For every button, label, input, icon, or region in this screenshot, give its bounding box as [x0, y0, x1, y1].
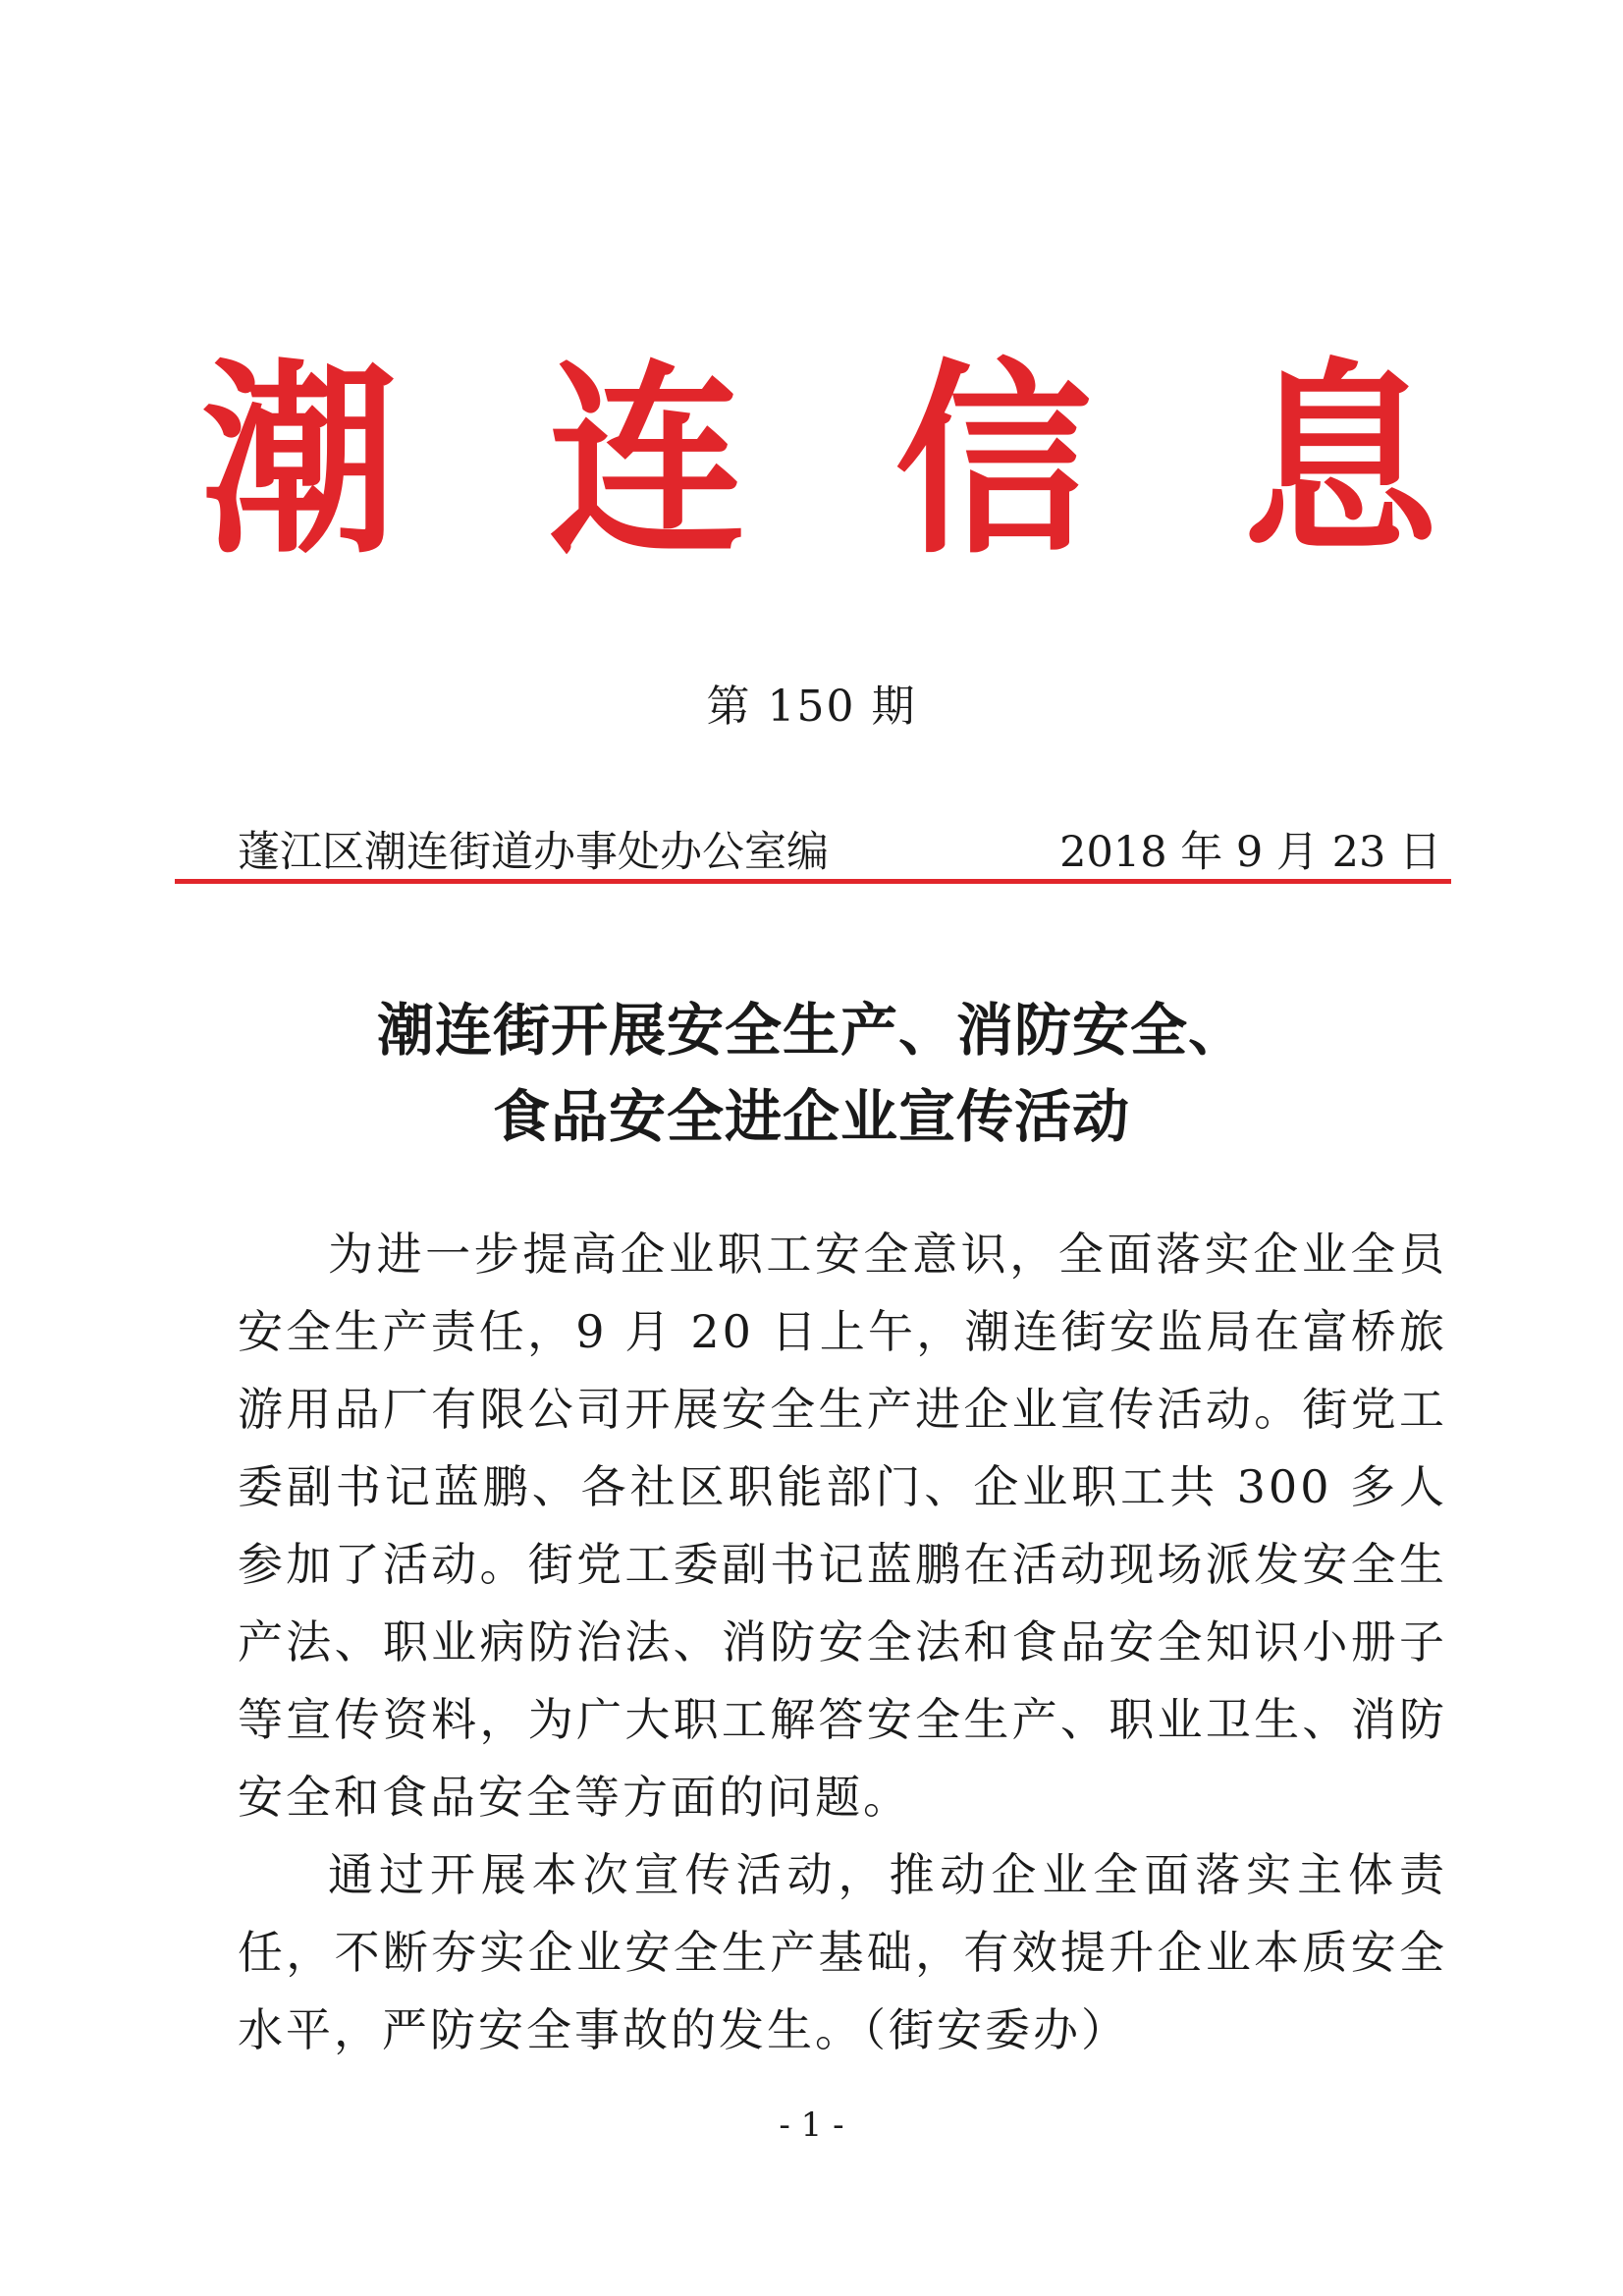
- masthead: [187, 340, 1453, 582]
- page-number: - 1 -: [779, 2105, 844, 2145]
- publisher: 蓬江区潮连街道办事处办公室编: [238, 828, 829, 877]
- article-body: [238, 1216, 1447, 2069]
- paragraph-2: 通过开展本次宣传活动，推动企业全面落实主体责任，不断夯实企业安全生产基础，有效提升企业本质安全水平，严防安全事故的发生。（街安委办）: [238, 1848, 1447, 2056]
- article-title: [0, 987, 1623, 1160]
- masthead-char-3: 信: [894, 340, 1092, 582]
- publish-date: 2018 年 9 月 23 日: [1059, 828, 1441, 877]
- info-row: [238, 823, 1441, 882]
- masthead-char-2: 连: [548, 340, 745, 582]
- article-title-line-2: 食品安全进企业宣传活动: [492, 1083, 1130, 1150]
- masthead-char-1: 潮: [200, 340, 398, 582]
- red-divider: [175, 879, 1451, 884]
- article-title-line-1: 潮连街开展安全生产、消防安全、: [376, 997, 1246, 1064]
- issue-number: 第 150 期: [706, 682, 917, 732]
- masthead-char-4: 息: [1241, 340, 1438, 582]
- paragraph-1: 为进一步提高企业职工安全意识，全面落实企业全员安全生产责任，9 月 20 日上午，潮连街安监局在富桥旅游用品厂有限公司开展安全生产进企业宣传活动。街党工委副书记蓝鹏、各社区职能部门、企业职工共 300 多人参加了活动。街党工委副书记蓝鹏在活动现场派发安全生产法、职业病防治法、消防安全法和食品安全知识小册子等宣传资料，为广大职工解答安全生产、职业卫生、消防安全和食品安全等方面的问题。: [238, 1228, 1447, 1824]
